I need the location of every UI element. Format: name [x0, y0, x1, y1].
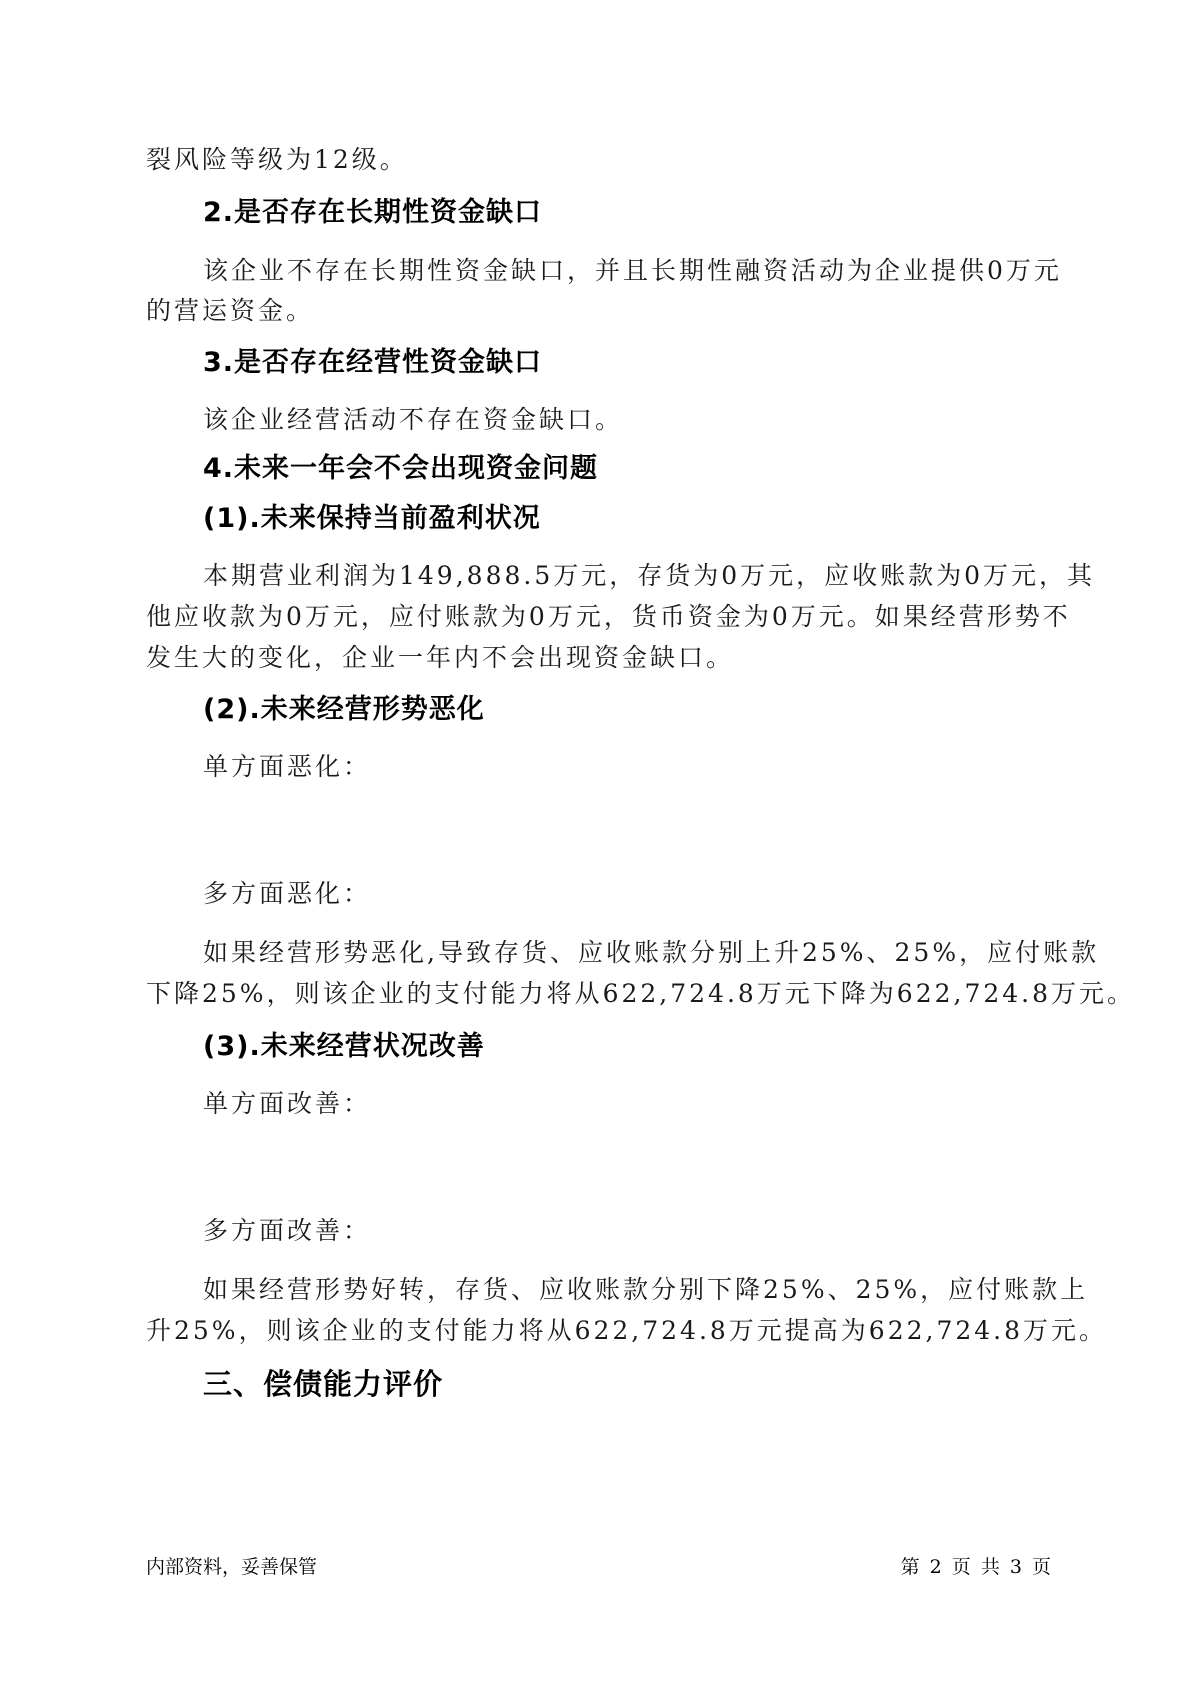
paragraph-line: 本期营业利润为149,888.5万元，存货为0万元，应收账款为0万元，其 — [203, 561, 1096, 590]
paragraph-line: 该企业不存在长期性资金缺口，并且长期性融资活动为企业提供0万元 — [203, 256, 1062, 285]
heading-long-term-gap: 2.是否存在长期性资金缺口 — [203, 197, 543, 228]
paragraph-line: 发生大的变化，企业一年内不会出现资金缺口。 — [146, 643, 735, 672]
paragraph-line: 的营运资金。 — [146, 296, 315, 325]
paragraph-line: 下降25%，则该企业的支付能力将从622,724.8万元下降为622,724.8万元。 — [146, 979, 1136, 1008]
section-heading-solvency: 三、偿债能力评价 — [203, 1367, 444, 1401]
subheading-improvement: (3).未来经营状况改善 — [203, 1031, 485, 1062]
paragraph-line: 单方面恶化： — [203, 752, 372, 781]
paragraph-line: 多方面恶化： — [203, 879, 372, 908]
paragraph-line: 多方面改善： — [203, 1216, 372, 1245]
paragraph-line: 升25%，则该企业的支付能力将从622,724.8万元提高为622,724.8万元。 — [146, 1316, 1108, 1345]
paragraph-line: 单方面改善： — [203, 1089, 372, 1118]
footer-confidential-note: 内部资料，妥善保管 — [146, 1556, 318, 1578]
paragraph-line: 该企业经营活动不存在资金缺口。 — [203, 405, 624, 434]
paragraph-line: 如果经营形势恶化,导致存货、应收账款分别上升25%、25%，应付账款 — [203, 938, 1100, 967]
subheading-current-profit: (1).未来保持当前盈利状况 — [203, 503, 541, 534]
paragraph-line: 他应收款为0万元，应付账款为0万元，货币资金为0万元。如果经营形势不 — [146, 602, 1071, 631]
heading-operating-gap: 3.是否存在经营性资金缺口 — [203, 347, 543, 378]
paragraph-line: 如果经营形势好转，存货、应收账款分别下降25%、25%，应付账款上 — [203, 1275, 1089, 1304]
heading-next-year: 4.未来一年会不会出现资金问题 — [203, 453, 599, 484]
paragraph-line: 裂风险等级为12级。 — [146, 145, 408, 174]
footer-page-number: 第 2 页 共 3 页 — [900, 1556, 1051, 1578]
subheading-deterioration: (2).未来经营形势恶化 — [203, 694, 485, 725]
